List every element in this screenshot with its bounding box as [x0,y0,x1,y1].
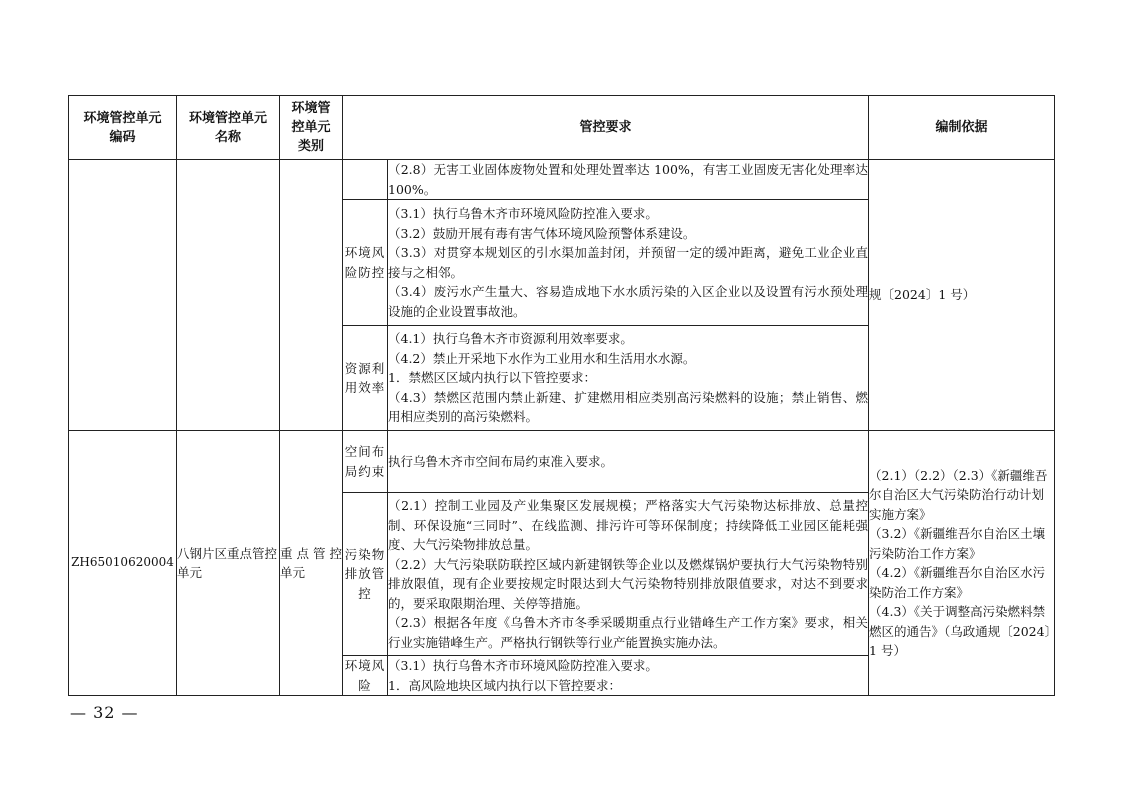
requirement-item: （3.4）废污水产生量大、容易造成地下水水质污染的入区企业以及设置有污水预处理设施的企业设置事故池。 [388,284,869,319]
requirement-item: （3.3）对贯穿本规划区的引水渠加盖封闭，并预留一定的缓冲距离，避免工业企业直接与之相邻。 [388,245,869,280]
requirement-item: 执行乌鲁木齐市空间布局约束准入要求。 [388,431,869,493]
basis-item: （4.2）《新疆维吾尔自治区水污染防治工作方案》 [869,565,1046,600]
requirement-item: 1．禁燃区区域内执行以下管控要求： [388,370,596,386]
page-number: — 32 — [70,703,139,722]
table-header-row [69,96,1055,160]
requirement-item: （4.2）禁止开采地下水作为工业用水和生活用水水源。 [388,350,696,366]
requirement-item: （4.3）禁燃区范围内禁止新建、扩建燃用相应类别高污染燃料的设施；禁止销售、燃用相应类别的高污染燃料。 [388,389,869,425]
header-basis: 编制依据 [869,96,1055,160]
requirement-item: （3.1）执行乌鲁木齐市环境风险防控准入要求。 [388,206,658,221]
requirement-item: （2.1）控制工业园及产业集聚区发展规模；严格落实大气污染物达标排放、总量控制、环保设施“三同时”、在线监测、排污许可等环保制度；持续降低工业园区能耗强度、大气污染物排放总量。 [388,498,869,552]
unit-name-cell [177,160,280,431]
unit-code-cell: ZH65010620004 [69,431,177,696]
unit-category-cell [280,160,343,431]
requirement-item: （3.2）鼓励开展有毒有害气体环境风险预警体系建设。 [388,225,696,241]
basis-item: （3.2）《新疆维吾尔自治区土壤污染防治工作方案》 [869,526,1046,561]
table-row [69,160,1055,200]
requirement-item: （2.2）大气污染联防联控区域内新建钢铁等企业以及燃煤锅炉要执行大气污染物特别排放限值，现有企业要按规定时限达到大气污染物特别排放限值要求，对达不到要求的，要采取限期治理、关停等措施。 [388,556,869,611]
section-label-spatial-layout: 空间布局约束 [343,431,388,493]
requirement-item: （2.3）根据各年度《乌鲁木齐市冬季采暖期重点行业错峰生产工作方案》要求，相关行业实施错峰生产。严格执行钢铁等行业产能置换实施办法。 [388,615,869,650]
basis-cell: 规〔2024〕1 号） [869,160,1055,431]
header-unit-category: 环境管控单元类别 [280,96,343,160]
requirements-cell [388,493,869,656]
section-label-risk-control: 环境风险防控 [343,200,388,326]
requirements-cell [388,656,869,696]
unit-name-cell: 八钢片区重点管控单元 [177,431,280,696]
control-units-table [68,95,1055,696]
basis-cell [869,431,1055,696]
unit-code-cell [69,160,177,431]
header-unit-name: 环境管控单元名称 [177,96,280,160]
table-row [69,431,1055,493]
requirement-item: （2.8）无害工业固体废物处置和处理处置率达 100%，有害工业固废无害化处理率达 100%。 [388,160,869,200]
requirements-cell [388,326,869,431]
unit-category-cell: 重点管控单元 [280,431,343,696]
requirement-item: （3.1）执行乌鲁木齐市环境风险防控准入要求。 [388,658,658,673]
header-requirements: 管控要求 [343,96,869,160]
section-label-pollutant-emission: 污染物排放管控 [343,493,388,656]
section-label-environment-risk: 环境风险 [343,656,388,696]
basis-item: （4.3）《关于调整高污染燃料禁燃区的通告》（乌政通规〔2024〕1 号） [869,604,1051,658]
section-label-empty [343,160,388,200]
header-unit-code: 环境管控单元编码 [69,96,177,160]
requirement-item: （4.1）执行乌鲁木齐市资源利用效率要求。 [388,331,633,347]
basis-item: （2.1）（2.2）（2.3）《新疆维吾尔自治区大气污染防治行动计划实施方案》 [869,467,1048,522]
requirement-item: 1．高风险地块区域内执行以下管控要求： [388,677,621,693]
requirements-cell [388,200,869,326]
section-label-resource-efficiency: 资源利用效率 [343,326,388,431]
